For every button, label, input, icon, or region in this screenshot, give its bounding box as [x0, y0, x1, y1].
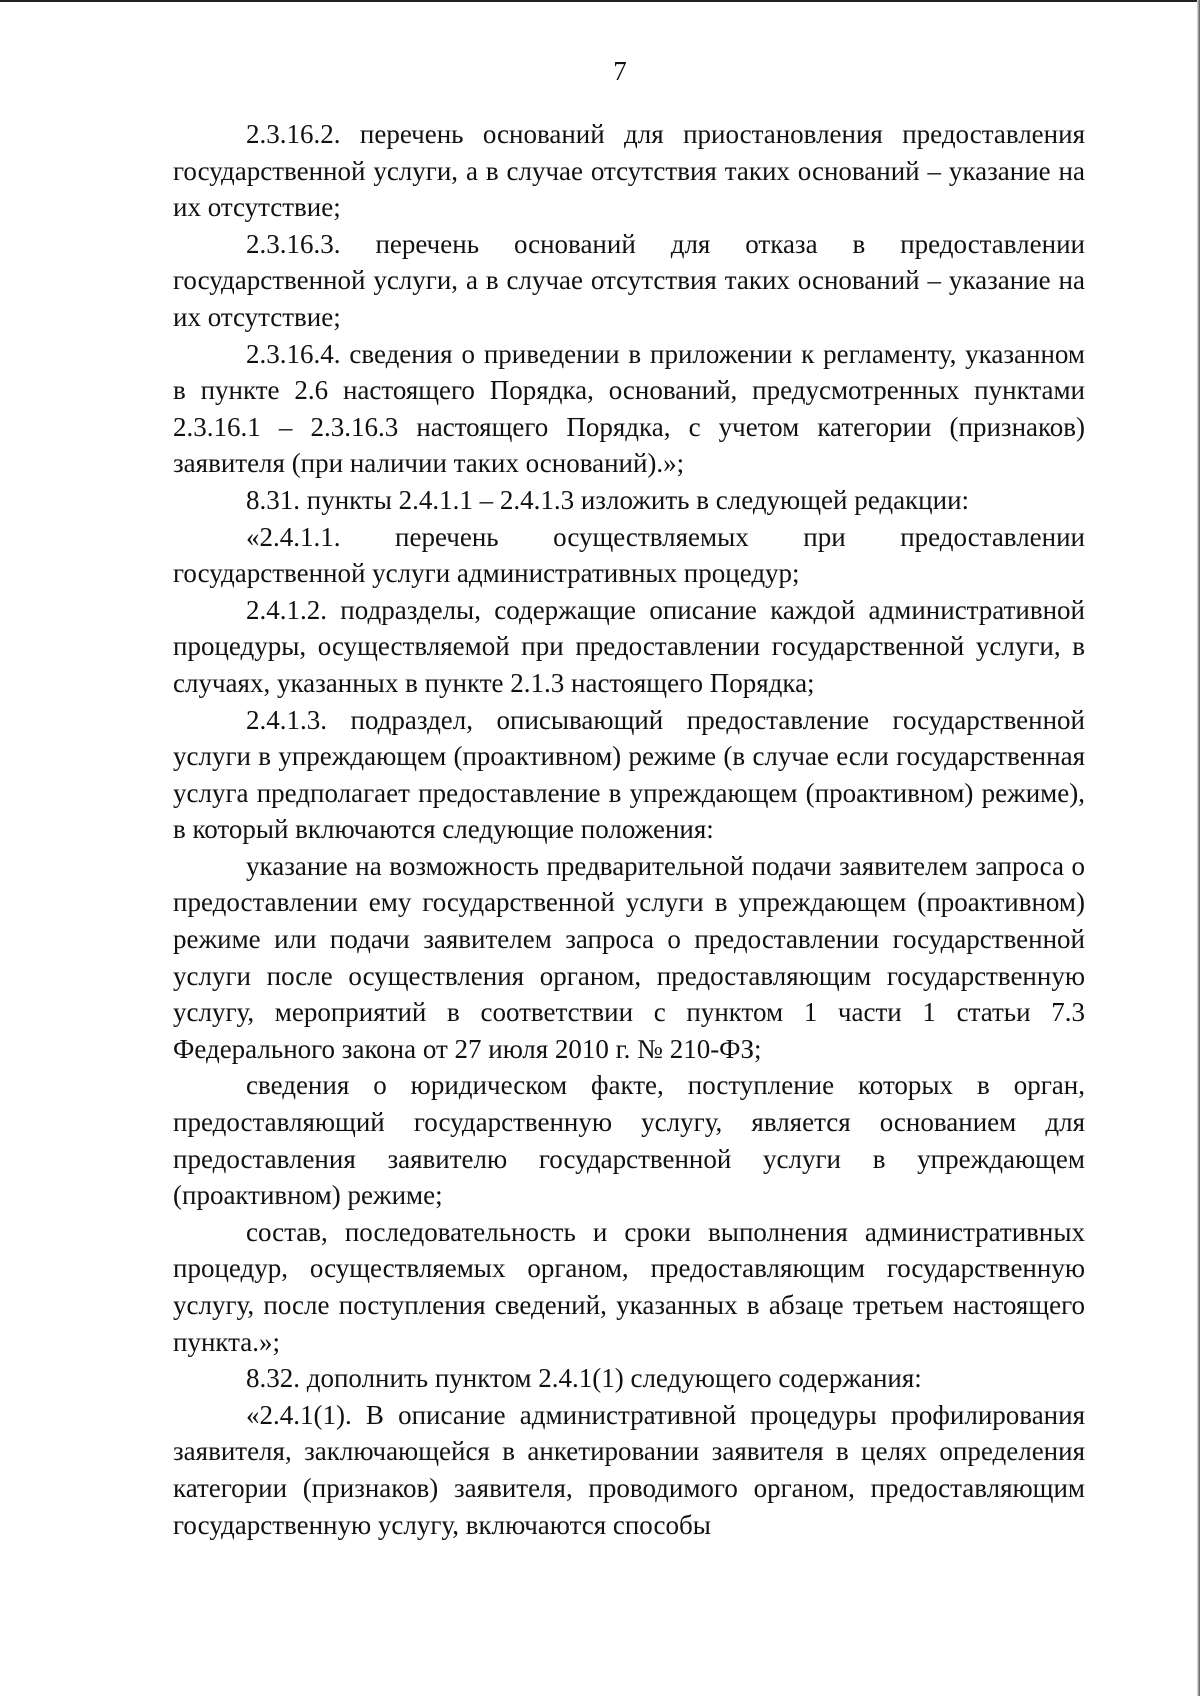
paragraph-2-4-1-1-profiling: «2.4.1(1). В описание административной процедуры профилирования заявителя, заключающейся в анкетировании заявителя в целях определения категории (признаков) заявителя, проводимого органом, предоставляющим государственную услугу, включаются способы — [173, 1399, 1085, 1540]
paragraph-8-32: 8.32. дополнить пунктом 2.4.1(1) следующего содержания: — [246, 1363, 922, 1394]
scan-top-edge — [0, 0, 1200, 2]
page-number: 7 — [613, 56, 627, 86]
paragraph-2-3-16-3: 2.3.16.3. перечень оснований для отказа в предоставлении государственной услуги, а в случае отсутствия таких оснований – указание на их отсутствие; — [173, 228, 1085, 332]
paragraph-proactive-request: указание на возможность предварительной подачи заявителем запроса о предоставлении ему государственной услуги в упреждающем (проактивном) режиме или подачи заявителем запроса о предоставлении государственной услуги после осуществления органом, предоставляющим государственную услугу, мероприятий в соответствии с пунктом 1 части 1 статьи 7.3 Федерального закона от 27 июля 2010 г. № 210-ФЗ; — [173, 850, 1085, 1064]
paragraph-2-4-1-3: 2.4.1.3. подраздел, описывающий предоставление государственной услуги в упреждающем (проактивном) режиме (в случае если государственная услуга предполагает предоставление в упреждающем (проактивном) режиме), в который включаются следующие положения: — [173, 704, 1085, 845]
paragraph-2-4-1-1: «2.4.1.1. перечень осуществляемых при предоставлении государственной услуги административных процедур; — [173, 521, 1085, 589]
paragraph-procedure-composition: состав, последовательность и сроки выполнения административных процедур, осуществляемых органом, предоставляющим государственную услугу, после поступления сведений, указанных в абзаце третьем настоящего пункта.»; — [173, 1216, 1085, 1357]
paragraph-2-3-16-4: 2.3.16.4. сведения о приведении в приложении к регламенту, указанном в пункте 2.6 настоящего Порядка, оснований, предусмотренных пунктами 2.3.16.1 – 2.3.16.3 настоящего Порядка, с учетом категории (признаков) заявителя (при наличии таких оснований).»; — [173, 338, 1085, 479]
paragraph-2-3-16-2: 2.3.16.2. перечень оснований для приостановления предоставления государственной услуги, а в случае отсутствия таких оснований – указание на их отсутствие; — [173, 119, 1085, 223]
document-body — [173, 116, 1085, 1543]
paragraph-legal-fact: сведения о юридическом факте, поступление которых в орган, предоставляющий государственную услугу, является основанием для предоставления заявителю государственной услуги в упреждающем (проактивном) режиме; — [173, 1070, 1085, 1211]
paragraph-8-31: 8.31. пункты 2.4.1.1 – 2.4.1.3 изложить в следующей редакции: — [246, 484, 970, 515]
paragraph-2-4-1-2: 2.4.1.2. подразделы, содержащие описание каждой административной процедуры, осуществляемой при предоставлении государственной услуги, в случаях, указанных в пункте 2.1.3 настоящего Порядка; — [173, 594, 1085, 698]
